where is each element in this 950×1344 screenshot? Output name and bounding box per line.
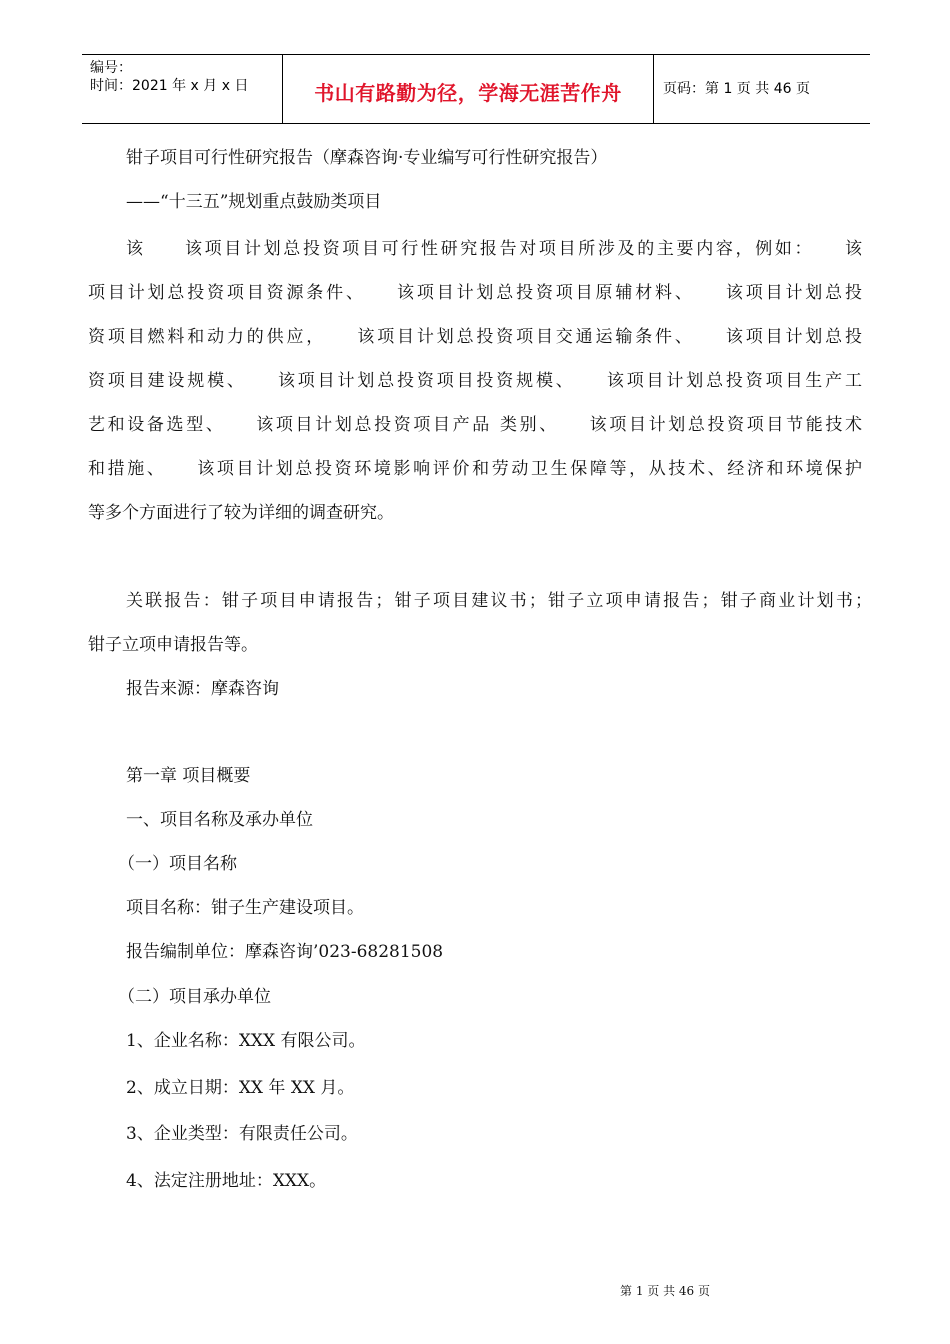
- list-item: 4、法定注册地址：XXX。: [126, 1171, 327, 1191]
- chapter-heading: 第一章 项目概要: [126, 766, 251, 786]
- page-footer: 第 1 页 共 46 页: [620, 1284, 710, 1298]
- report-title: 钳子项目可行性研究报告（摩森咨询·专业编写可行性研究报告）: [126, 148, 608, 168]
- subsection-heading: （一）项目名称: [118, 854, 237, 874]
- document-time-label: 时间：2021 年 x 月 x 日: [90, 78, 249, 94]
- intro-paragraph-line: 资项目燃料和动力的供应， 该项目计划总投资项目交通运输条件、 该项目计划总投: [88, 327, 862, 347]
- header-motto-cell: [282, 55, 654, 123]
- report-subtitle: ——“十三五”规划重点鼓励类项目: [126, 192, 382, 212]
- intro-paragraph-line: 资项目建设规模、 该项目计划总投资项目投资规模、 该项目计划总投资项目生产工: [88, 371, 862, 391]
- document-number-label: 编号：: [90, 60, 132, 76]
- related-reports: 关联报告：钳子项目申请报告；钳子项目建议书；钳子立项申请报告；钳子商业计划书；: [126, 591, 872, 611]
- intro-paragraph-line: 项目计划总投资项目资源条件、 该项目计划总投资项目原辅材料、 该项目计划总投: [88, 283, 862, 303]
- subsection-heading: （二）项目承办单位: [118, 987, 271, 1007]
- intro-paragraph-line: 该 该项目计划总投资项目可行性研究报告对项目所涉及的主要内容，例如： 该: [126, 239, 862, 259]
- intro-paragraph-line: 艺和设备选型、 该项目计划总投资项目产品 类别、 该项目计划总投资项目节能技术: [88, 415, 862, 435]
- intro-paragraph-line: 和措施、 该项目计划总投资环境影响评价和劳动卫生保障等，从技术、经济和环境保护: [88, 459, 862, 479]
- header-motto: 书山有路勤为径，学海无涯苦作舟: [314, 81, 622, 105]
- page-header: [82, 54, 870, 124]
- intro-paragraph-line: 等多个方面进行了较为详细的调查研究。: [88, 503, 394, 523]
- compiler-unit: 报告编制单位：摩森咨询’023-68281508: [126, 942, 444, 962]
- list-item: 1、企业名称：XXX 有限公司。: [126, 1031, 366, 1051]
- project-name: 项目名称：钳子生产建设项目。: [126, 898, 364, 918]
- header-meta-cell: [82, 55, 282, 123]
- list-item: 3、企业类型：有限责任公司。: [126, 1124, 358, 1144]
- report-source: 报告来源：摩森咨询: [126, 679, 279, 699]
- header-page-cell: [653, 55, 870, 123]
- header-page-label: 页码：第 1 页 共 46 页: [663, 81, 810, 97]
- related-reports-cont: 钳子立项申请报告等。: [88, 635, 258, 655]
- list-item: 2、成立日期：XX 年 XX 月。: [126, 1078, 355, 1098]
- section-heading: 一、项目名称及承办单位: [126, 810, 313, 830]
